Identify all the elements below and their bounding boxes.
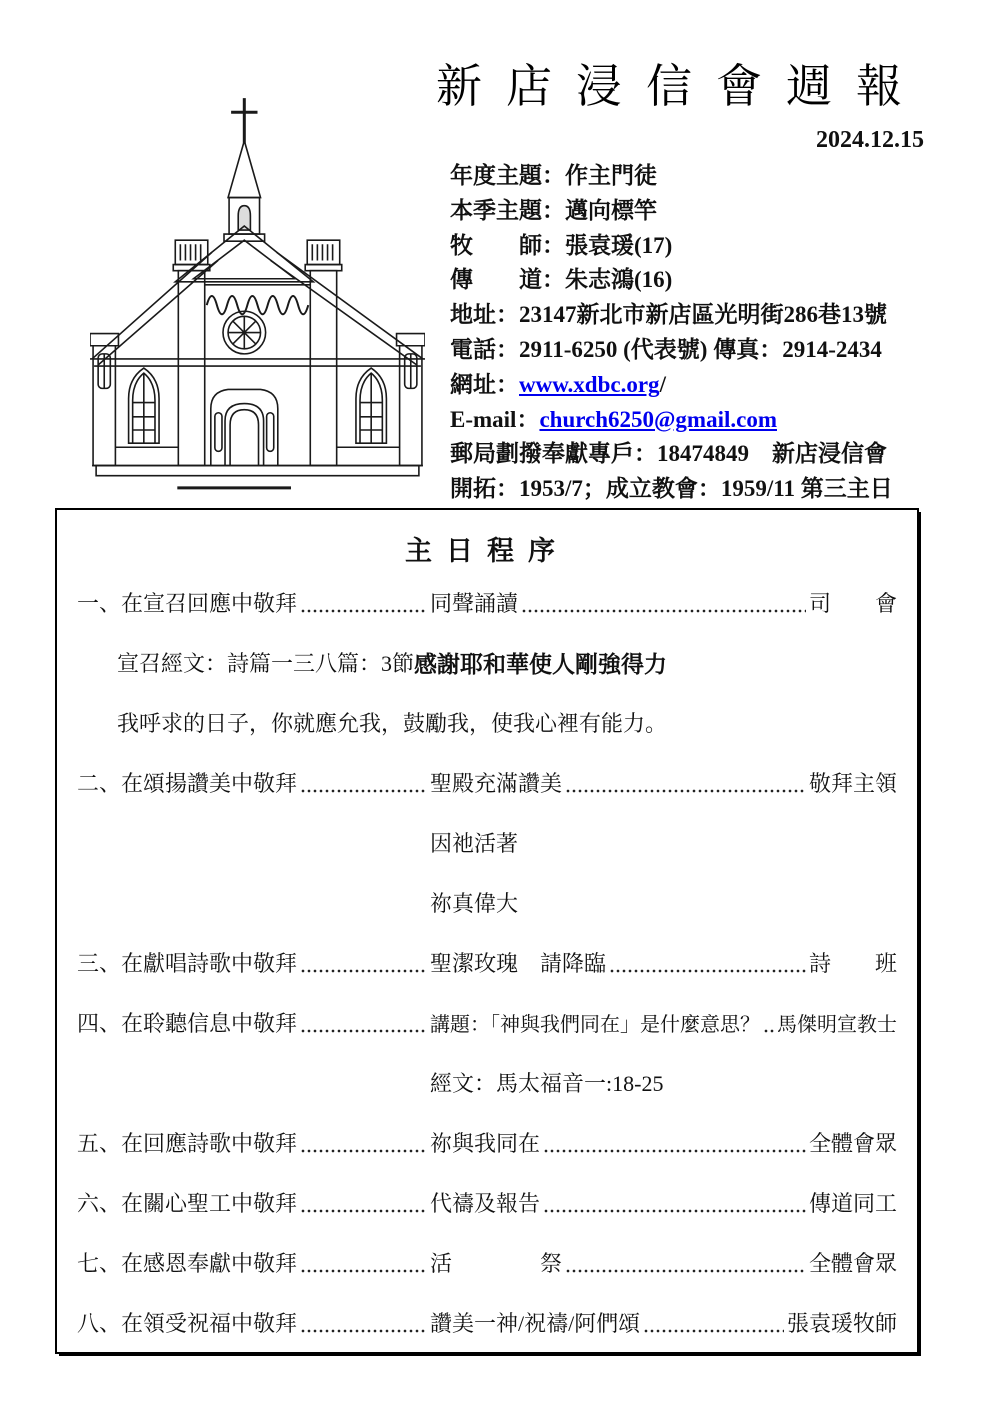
dot-leader: [609, 969, 806, 973]
program-passage-line: [77, 1052, 897, 1112]
dot-leader: [300, 1329, 427, 1333]
page-title: 新店浸信會週報: [436, 61, 926, 112]
scripture-reference: 宣召經文：詩篇一三八篇：3節: [117, 650, 415, 676]
dot-leader: [565, 789, 806, 793]
program-row-1: [77, 572, 897, 632]
dot-leader: [763, 1029, 774, 1033]
season-theme: 本季主題：邁向標竿: [450, 197, 657, 223]
program-row-6: [77, 1172, 897, 1232]
address-line: 地址：23147新北市新店區光明街286巷13號: [450, 302, 887, 328]
program-item-content: 講題：「神與我們同在」是什麼意思？: [430, 1013, 760, 1036]
program-row-7: [77, 1232, 897, 1292]
program-item-content: 聖殿充滿讚美: [430, 770, 563, 796]
website-link[interactable]: www.xdbc.org: [519, 371, 660, 397]
program-row-8: [77, 1292, 897, 1352]
website-slash: /: [659, 371, 666, 397]
program-item-label: 四、在聆聽信息中敬拜: [77, 1010, 298, 1036]
email-link[interactable]: church6250@gmail.com: [539, 406, 777, 432]
passage-text: 經文：馬太福音一:18-25: [430, 1070, 664, 1096]
postal-account-line: 郵局劃撥奉獻專戶：18474849 新店浸信會: [450, 441, 887, 467]
program-song-line: [77, 812, 897, 872]
program-title: 主日程序: [405, 536, 569, 566]
verse-text: 我呼求的日子，你就應允我，鼓勵我，使我心裡有能力。: [117, 710, 668, 736]
program-item-person: 傳道同工: [808, 1190, 897, 1216]
dot-leader: [643, 1329, 784, 1333]
founding-line: 開拓：1953/7；成立教會：1959/11 第三主日: [450, 476, 893, 502]
dot-leader: [521, 609, 806, 613]
annual-theme: 年度主題：作主門徒: [450, 163, 657, 188]
website-label: 網址：: [450, 371, 519, 397]
program-item-label: 七、在感恩奉獻中敬拜: [77, 1250, 298, 1276]
song-title: 因祂活著: [430, 830, 519, 856]
program-item-label: 二、在頌揚讚美中敬拜: [77, 770, 298, 796]
dot-leader: [300, 789, 427, 793]
dot-leader: [300, 609, 427, 613]
program-item-person: 全體會眾: [808, 1250, 897, 1276]
program-item-person: 司 會: [808, 590, 897, 616]
program-item-label: 八、在領受祝福中敬拜: [77, 1310, 298, 1336]
program-row-3: [77, 932, 897, 992]
pastor-line: 牧 師：張袁瑗(17): [450, 232, 673, 258]
email-label: E-mail：: [450, 406, 540, 432]
song-title: 祢真偉大: [430, 890, 519, 916]
program-item-content: 聖潔玫瑰 請降臨: [430, 950, 607, 976]
program-item-content: 同聲誦讀: [430, 590, 519, 616]
program-item-label: 三、在獻唱詩歌中敬拜: [77, 950, 298, 976]
program-item-content: 代禱及報告: [430, 1190, 541, 1216]
program-row-5: [77, 1112, 897, 1172]
program-verse-line: [77, 692, 897, 752]
program-song-line: [77, 872, 897, 932]
dot-leader: [300, 1149, 427, 1153]
church-info-block: [450, 159, 893, 507]
program-item-label: 六、在關心聖工中敬拜: [77, 1190, 298, 1216]
phone-line: 電話：2911-6250 (代表號) 傳真：2914-2434: [450, 336, 882, 362]
program-item-person: 馬傑明宣教士: [777, 1013, 897, 1036]
dot-leader: [300, 1209, 427, 1213]
church-illustration: [90, 92, 425, 498]
program-item-content: 讚美一神/祝禱/阿們頌: [430, 1310, 641, 1336]
scripture-title: 感謝耶和華使人剛強得力: [414, 651, 668, 677]
sunday-program-box: [55, 508, 919, 1354]
dot-leader: [300, 1029, 427, 1033]
program-row-4: [77, 992, 897, 1052]
church-line-art-svg: [90, 92, 425, 498]
program-row-2: [77, 752, 897, 812]
program-item-label: 一、在宣召回應中敬拜: [77, 590, 298, 616]
program-item-person: 詩 班: [808, 950, 897, 976]
dot-leader: [543, 1209, 806, 1213]
dot-leader: [543, 1149, 806, 1153]
dot-leader: [300, 969, 427, 973]
dot-leader: [300, 1269, 427, 1273]
program-item-label: 五、在回應詩歌中敬拜: [77, 1130, 298, 1156]
program-item-person: 全體會眾: [808, 1130, 897, 1156]
program-item-content: 活 祭: [430, 1250, 563, 1276]
preacher-line: 傳 道：朱志鴻(16): [450, 267, 673, 293]
issue-date: 2024.12.15: [816, 127, 924, 153]
program-item-content: 祢與我同在: [430, 1130, 541, 1156]
program-scripture-line: [77, 632, 897, 692]
website-line: [450, 368, 893, 403]
program-item-person: 張袁瑗牧師: [786, 1310, 897, 1336]
email-line: [450, 403, 893, 438]
program-item-person: 敬拜主領: [808, 770, 897, 796]
dot-leader: [565, 1269, 806, 1273]
